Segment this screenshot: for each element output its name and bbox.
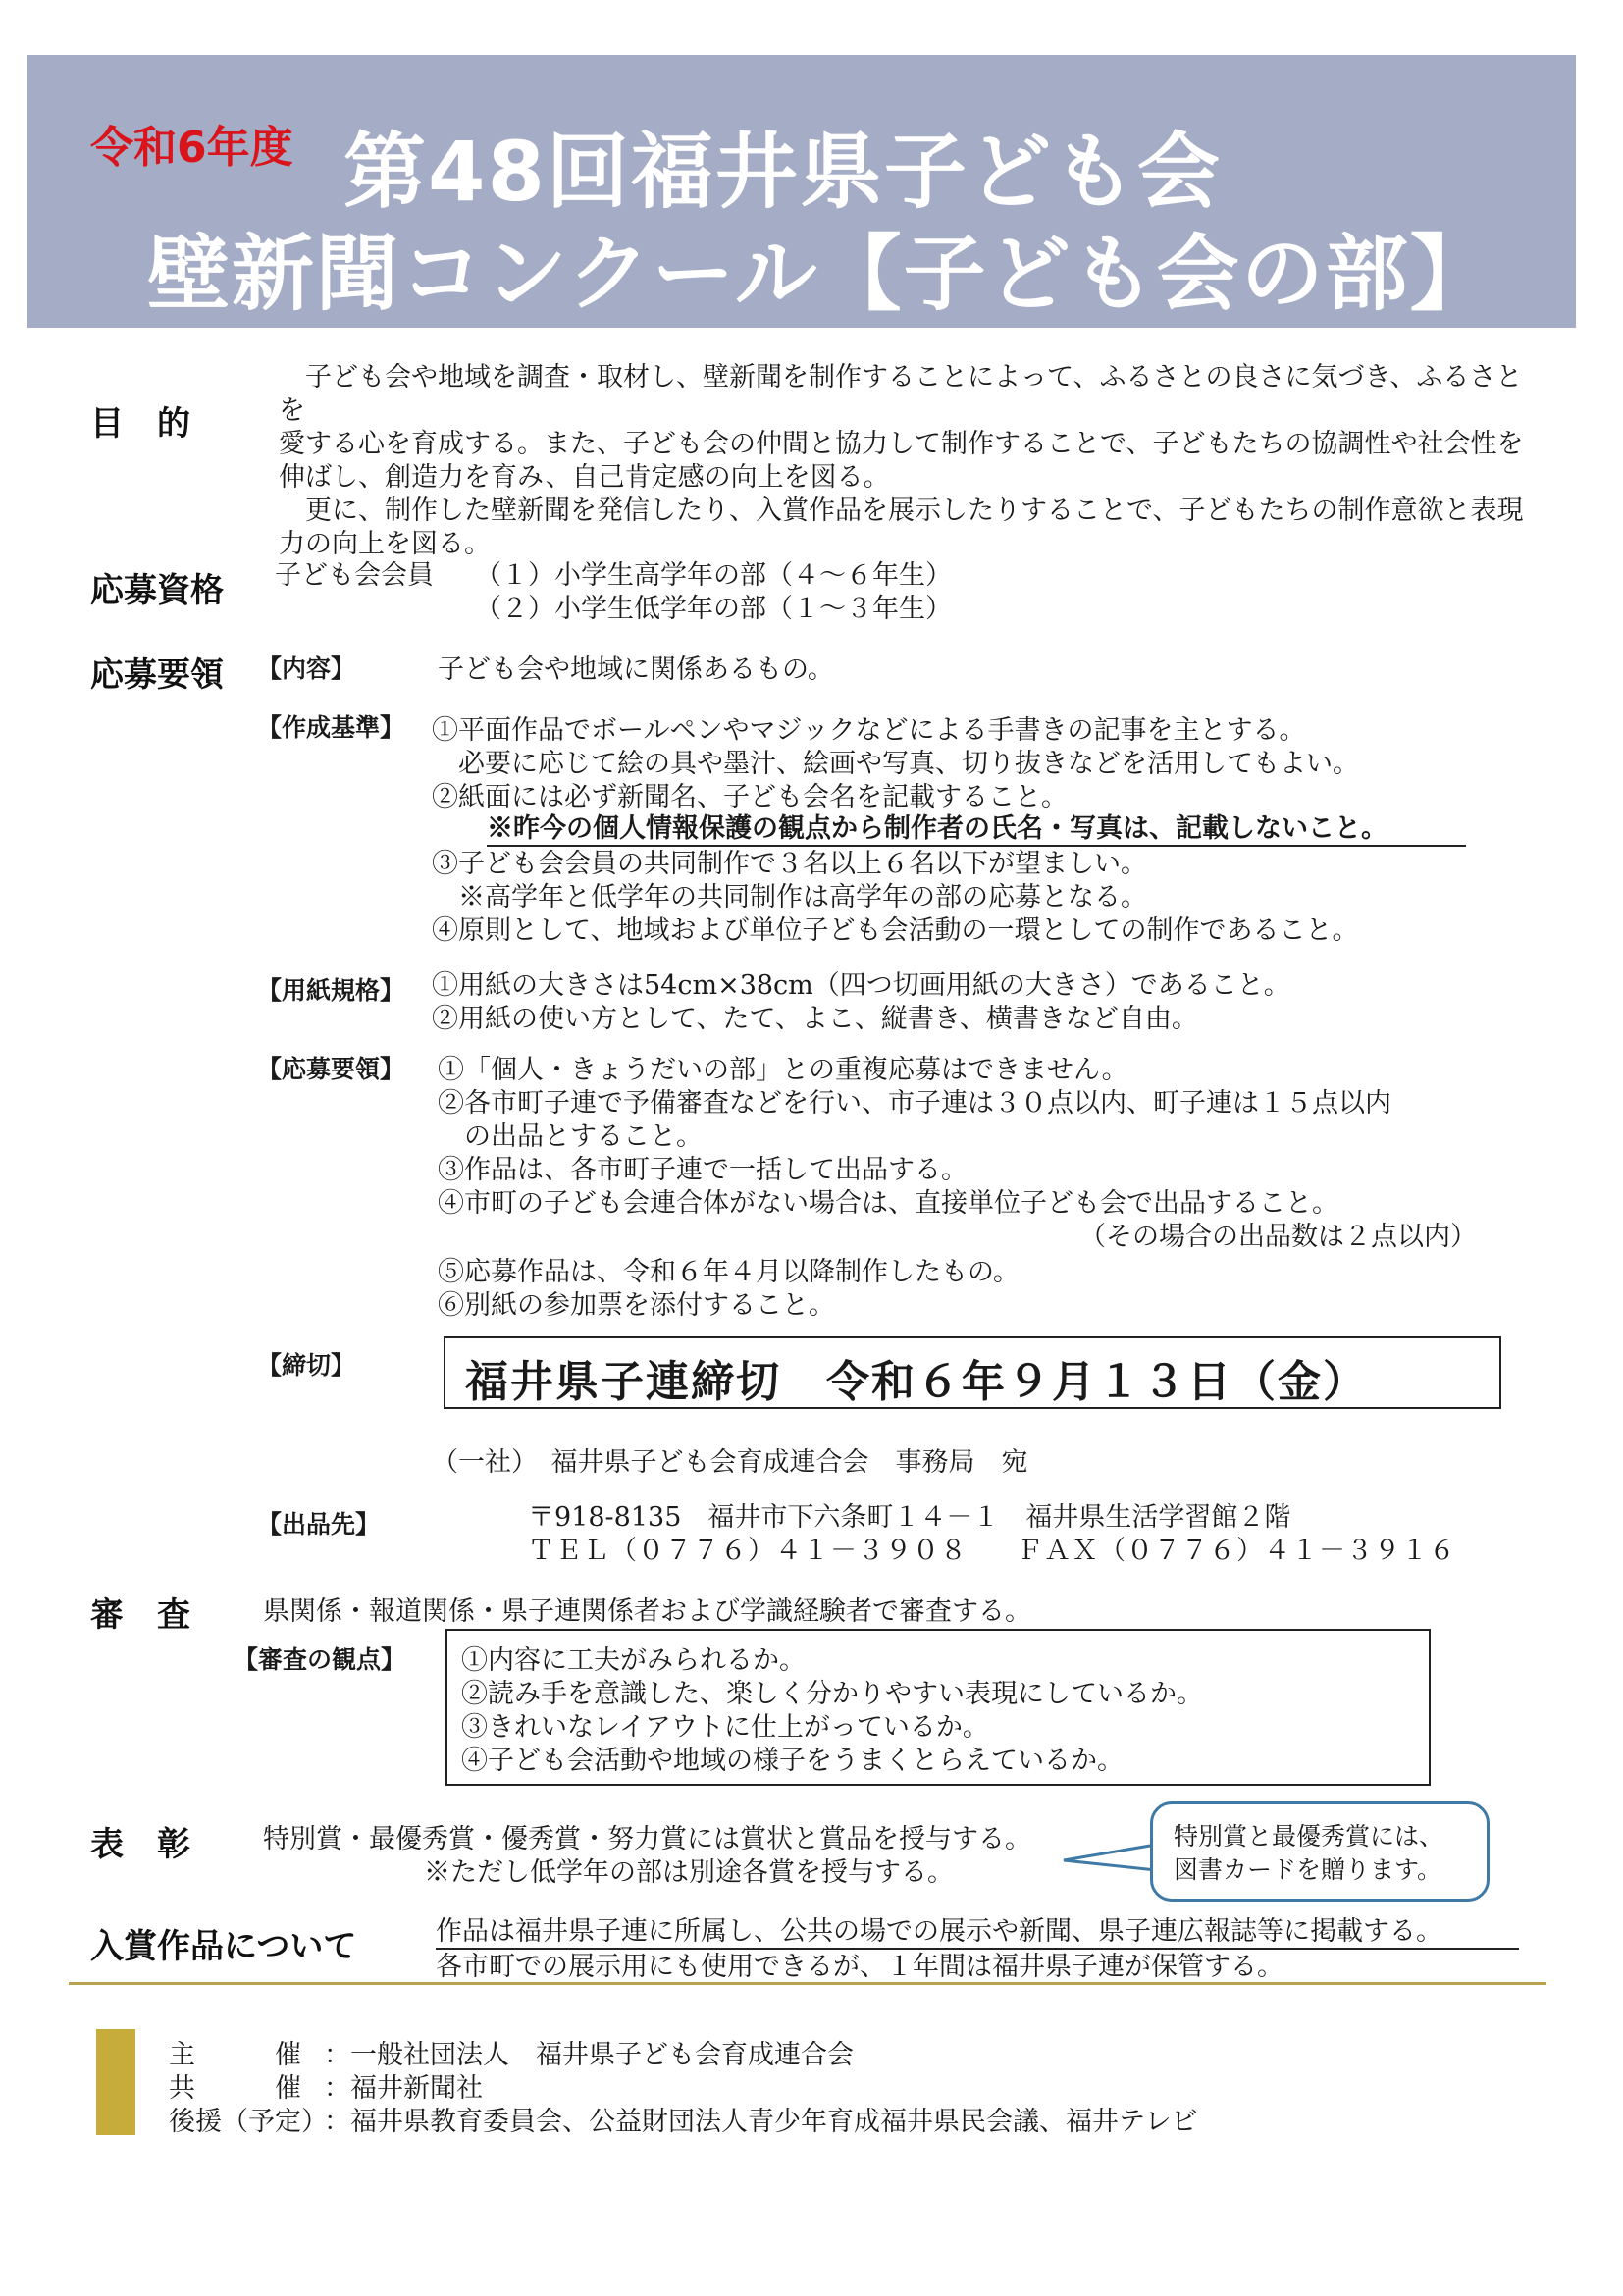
apply-line: ⑥別紙の参加票を添付すること。 xyxy=(438,1290,835,1321)
criteria-line: 必要に応じて絵の具や墨汁、絵画や写真、切り抜きなどを活用してもよい。 xyxy=(432,749,1359,779)
submit-tel: ＴＥＬ（０７７６）４１－３９０８ xyxy=(528,1536,968,1566)
paper-line: ①用紙の大きさは54cm×38cm（四つ切画用紙の大きさ）であること。 xyxy=(432,970,1290,1001)
viewpoint-item: ②読み手を意識した、楽しく分かりやすい表現にしているか。 xyxy=(461,1679,1203,1709)
submit-fax: ＦＡＸ（０７７６）４１－３９１６ xyxy=(1017,1536,1456,1566)
award-line-1: 特別賞・最優秀賞・優秀賞・努力賞には賞状と賞品を授与する。 xyxy=(263,1824,1031,1854)
criteria-line: ④原則として、地域および単位子ども会活動の一環としての制作であること。 xyxy=(432,915,1359,946)
organizer: ：一般社団法人 福井県子ども会育成連合会 xyxy=(324,2040,854,2070)
apply-line: ①「個人・きょうだいの部」との重複応募はできません。 xyxy=(438,1055,1128,1085)
purpose-line: 伸ばし、創造力を育み、自己肯定感の向上を図る。 xyxy=(279,462,890,493)
eligibility-item-1: （１）小学生高学年の部（４～６年生） xyxy=(475,560,952,591)
apply-line: の出品とすること。 xyxy=(438,1122,703,1152)
apply-line: ②各市町子連で予備審査などを行い、市子連は３０点以内、町子連は１５点以内 xyxy=(438,1088,1391,1119)
bubble-tail xyxy=(1060,1841,1158,1880)
criteria-warning: ※昨今の個人情報保護の観点から制作者の氏名・写真は、記載しないこと。 xyxy=(487,807,1466,847)
viewpoint-label: 【審査の観点】 xyxy=(234,1645,406,1674)
content-text: 子ども会や地域に関係あるもの。 xyxy=(438,654,834,685)
apply-line: ⑤応募作品は、令和６年４月以降制作したもの。 xyxy=(438,1257,1020,1287)
footer-accent-bar xyxy=(96,2029,135,2135)
purpose-line: 更に、制作した壁新聞を発信したり、入賞作品を展示したりすることで、子どもたちの制作意欲と表現 xyxy=(279,496,1524,526)
criteria-line: ②紙面には必ず新聞名、子ども会名を記載すること。 xyxy=(432,782,1068,812)
page-title-line1: 第48回福井県子ども会 xyxy=(343,124,1222,220)
viewpoint-item: ④子ども会活動や地域の様子をうまくとらえているか。 xyxy=(461,1746,1124,1776)
apply-line: ④市町の子ども会連合体がない場合は、直接単位子ども会で出品すること。 xyxy=(438,1188,1338,1219)
winning-line-2: 各市町での展示用にも使用できるが、１年間は福井県子連が保管する。 xyxy=(436,1952,1283,1982)
award-heading: 表 彰 xyxy=(90,1825,190,1864)
paper-line: ②用紙の使い方として、たて、よこ、縦書き、横書きなど自由。 xyxy=(432,1004,1198,1034)
paper-label: 【用紙規格】 xyxy=(257,976,405,1005)
divider xyxy=(69,1982,1546,1985)
support: ：福井県教育委員会、公益財団法人青少年育成福井県民会議、福井テレビ xyxy=(324,2107,1198,2137)
purpose-line: 子ども会や地域を調査・取材し、壁新聞を制作することによって、ふるさとの良さに気づき、ふるさとを xyxy=(279,362,1523,426)
apply-line: ③作品は、各市町子連で一括して出品する。 xyxy=(438,1155,968,1185)
submit-address: 〒918-8135 福井市下六条町１４－１ 福井県生活学習館２階 xyxy=(528,1502,1291,1533)
purpose-text xyxy=(279,361,1535,561)
deadline-text: 福井県子連締切 令和６年９月１３日（金） xyxy=(465,1357,1368,1407)
addressee: （一社） 福井県子ども会育成連合会 事務局 宛 xyxy=(432,1447,1028,1478)
criteria-line: ※高学年と低学年の共同制作は高学年の部の応募となる。 xyxy=(432,882,1147,913)
year-label: 令和6年度 xyxy=(90,123,293,173)
organizer-label: 主 催 xyxy=(169,2040,301,2070)
guidelines-heading: 応募要領 xyxy=(90,655,224,695)
deadline-label: 【締切】 xyxy=(257,1351,356,1380)
purpose-line: 愛する心を育成する。また、子ども会の仲間と協力して制作することで、子どもたちの協調性や社会性を xyxy=(279,429,1524,459)
bubble-line-1: 特別賞と最優秀賞には、 xyxy=(1174,1822,1444,1851)
eligibility-member: 子ども会会員 xyxy=(275,560,434,591)
page-title-line2: 壁新聞コンクール【子ども会の部】 xyxy=(147,226,1494,322)
apply-label: 【応募要領】 xyxy=(257,1055,405,1083)
purpose-line: 力の向上を図る。 xyxy=(279,529,491,559)
award-line-2: ※ただし低学年の部は別途各賞を授与する。 xyxy=(424,1857,954,1888)
review-heading: 審 査 xyxy=(90,1595,190,1635)
eligibility-heading: 応募資格 xyxy=(90,571,224,610)
eligibility-item-2: （２）小学生低学年の部（１～３年生） xyxy=(475,594,952,624)
support-label: 後援（予定） xyxy=(169,2107,328,2137)
purpose-heading: 目 的 xyxy=(90,404,190,444)
criteria-line: ①平面作品でボールペンやマジックなどによる手書きの記事を主とする。 xyxy=(432,715,1306,746)
winning-heading: 入賞作品について xyxy=(90,1927,357,1966)
cosponsor: ：福井新聞社 xyxy=(324,2073,483,2104)
viewpoint-item: ①内容に工夫がみられるか。 xyxy=(461,1645,806,1676)
cosponsor-label: 共 催 xyxy=(169,2073,301,2104)
review-text: 県関係・報道関係・県子連関係者および学識経験者で審査する。 xyxy=(263,1596,1031,1627)
winning-line-1: 作品は福井県子連に所属し、公共の場での展示や新聞、県子連広報誌等に掲載する。 xyxy=(436,1909,1519,1950)
bubble-line-2: 図書カードを贈ります。 xyxy=(1174,1855,1442,1884)
apply-note: （その場合の出品数は２点以内） xyxy=(1079,1222,1477,1252)
criteria-line: ③子ども会会員の共同制作で３名以上６名以下が望ましい。 xyxy=(432,849,1147,879)
viewpoint-item: ③きれいなレイアウトに仕上がっているか。 xyxy=(461,1712,989,1743)
submit-label: 【出品先】 xyxy=(257,1510,381,1539)
criteria-label: 【作成基準】 xyxy=(257,713,405,742)
content-label: 【内容】 xyxy=(257,654,356,683)
